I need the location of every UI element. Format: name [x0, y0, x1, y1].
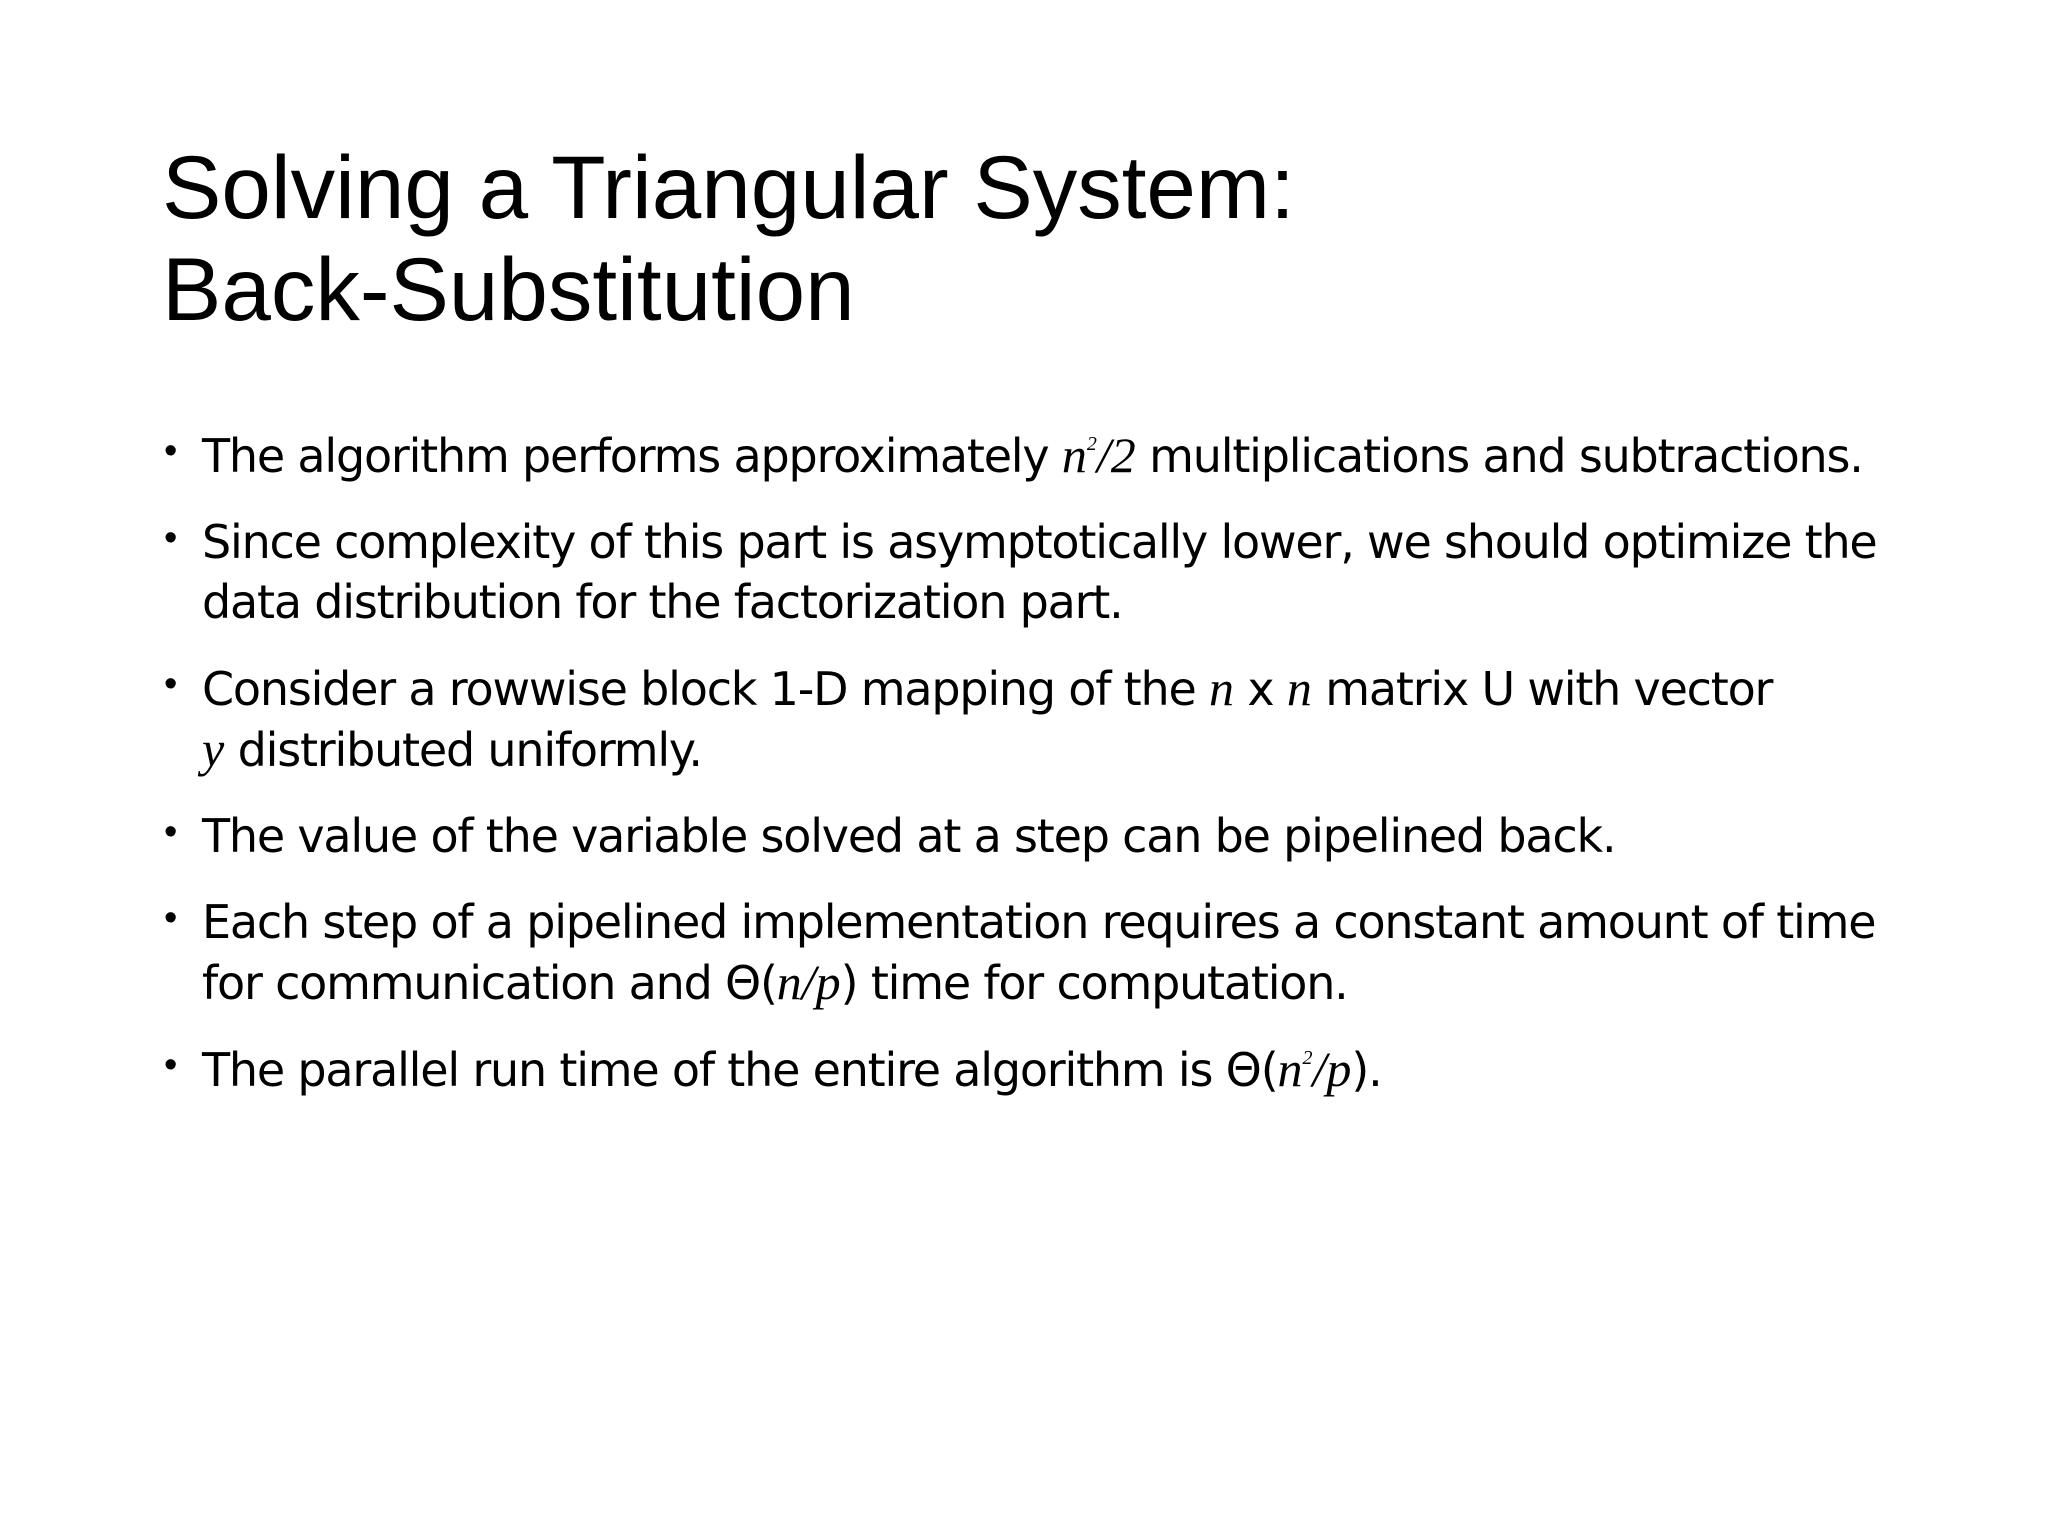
- bullet-item-6: [162, 1039, 1922, 1100]
- bullet-item-1: [162, 425, 1922, 486]
- bullet-item-2: • Since complexity of this part is asymptotically lower, we should optimize the data distribution for the factorization part.: [162, 512, 1922, 632]
- bullet-3-text-pre: Consider a rowwise block 1-D mapping of the: [202, 662, 1209, 716]
- bullet-3-text-mid: x: [1233, 662, 1287, 716]
- bullet-item-3: [162, 658, 1922, 780]
- bullet-3-var-n2: n: [1286, 660, 1312, 716]
- title-line-2: Back-Substitution: [162, 239, 855, 339]
- bullet-3-var-n1: n: [1208, 660, 1234, 716]
- slide-title: [162, 136, 1922, 340]
- bullet-3-text-post1: matrix U with vector: [1311, 662, 1773, 716]
- bullet-1-text-post: multiplications and subtractions.: [1135, 429, 1863, 483]
- bullet-6-math-rest: /p: [1312, 1041, 1352, 1097]
- bullet-6-math: [1277, 1041, 1351, 1097]
- bullet-item-5: [162, 892, 1922, 1013]
- bullet-1-math-rest: /2: [1096, 427, 1136, 483]
- bullet-3-text-post2: distributed uniformly.: [224, 723, 702, 777]
- bullet-1-text-pre: The algorithm performs approximately: [202, 429, 1062, 483]
- bullet-5-text-post: ) time for computation.: [840, 956, 1348, 1010]
- bullet-1-math: [1062, 427, 1136, 483]
- bullet-6-text-post: ).: [1351, 1043, 1382, 1097]
- bullet-6-math-base: n: [1277, 1041, 1303, 1097]
- bullet-6-text-pre: The parallel run time of the entire algorithm is Θ(: [202, 1043, 1278, 1097]
- bullet-5-math: n/p: [776, 954, 841, 1010]
- title-line-1: Solving a Triangular System:: [162, 137, 1295, 237]
- bullet-1-math-base: n: [1061, 427, 1087, 483]
- bullet-1-math-sup: 2: [1086, 433, 1097, 455]
- bullet-6-math-sup: 2: [1302, 1047, 1313, 1069]
- bullet-item-4: • The value of the variable solved at a step can be pipelined back.: [162, 806, 1922, 866]
- bullet-list: [162, 425, 1922, 1126]
- bullet-5-text-pre: Each step of a pipelined implementation requires a constant amount of time for communication and Θ(: [202, 895, 1876, 1010]
- bullet-3-var-y: y: [202, 721, 225, 777]
